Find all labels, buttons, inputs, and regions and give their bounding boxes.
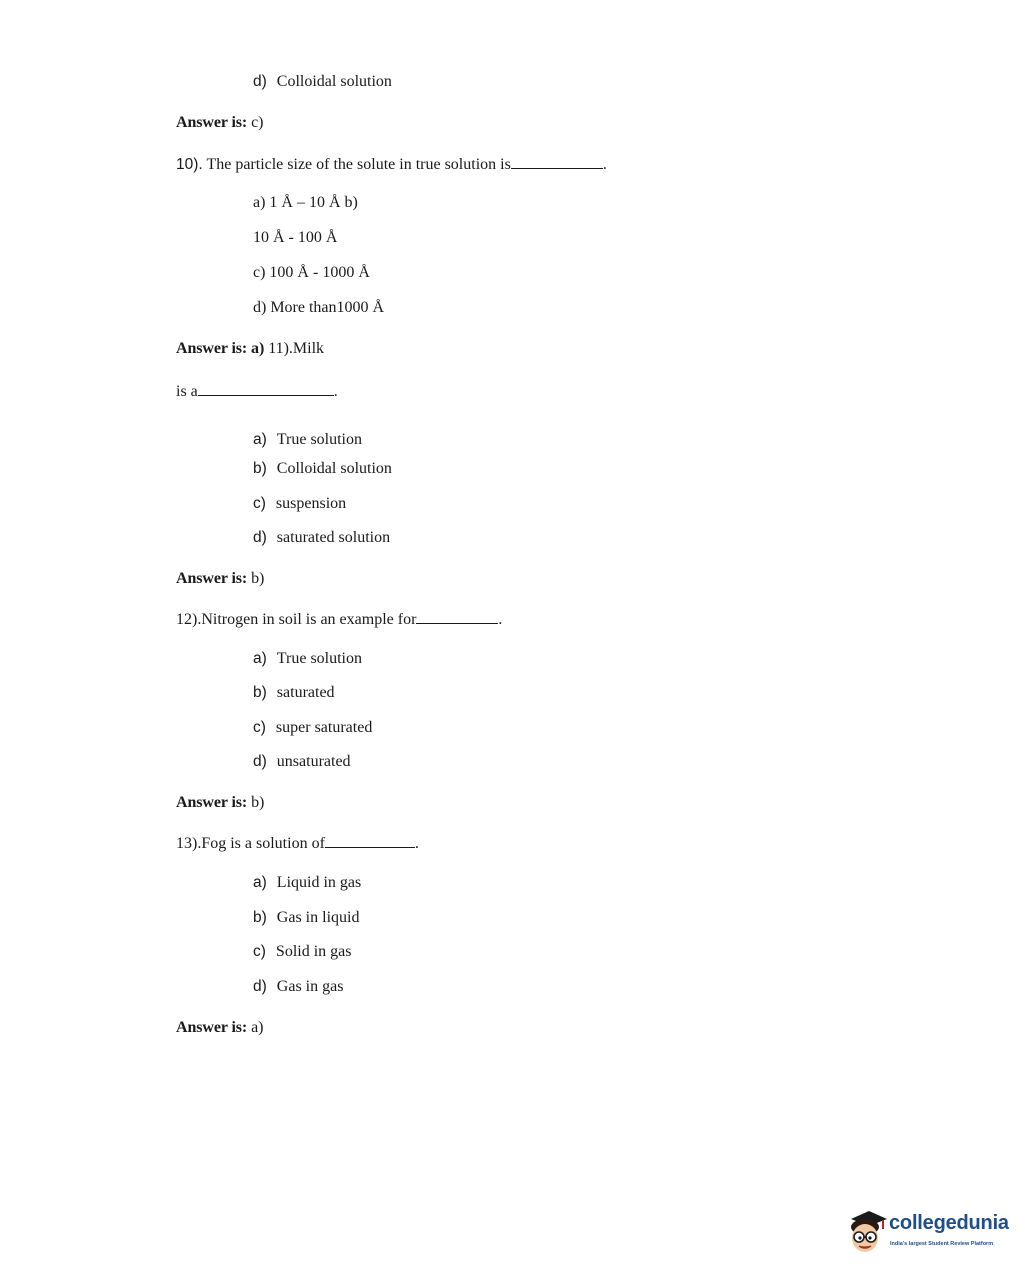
q12-option-b	[253, 683, 335, 703]
q12-option-d	[253, 752, 351, 772]
option-text: True solution	[276, 431, 362, 448]
q11-option-b	[253, 459, 392, 479]
q12-question: 12).Nitrogen in soil is an example for .	[176, 611, 503, 628]
next-question-start: 11).Milk	[268, 340, 325, 357]
q12-option-a	[253, 649, 362, 669]
q11-option-a	[253, 430, 362, 450]
answer-label: Answer is:	[176, 1019, 248, 1036]
option-letter: c)	[253, 495, 266, 512]
question-text: is a	[176, 383, 198, 400]
option-letter: d)	[253, 73, 267, 90]
option-text: 10 Å - 100 Å	[253, 229, 338, 246]
answer-blank	[325, 833, 415, 848]
option-text: saturated solution	[276, 529, 391, 546]
answer-value: c)	[251, 114, 264, 131]
q11-option-d	[253, 528, 390, 548]
answer-blank	[416, 609, 498, 624]
q12-option-c	[253, 718, 372, 738]
q13-option-d	[253, 977, 343, 997]
q10-option-3	[253, 263, 370, 283]
collegedunia-logo[interactable]	[845, 1207, 1015, 1257]
answer-label: Answer is:	[176, 794, 248, 811]
option-text: Gas in liquid	[276, 909, 360, 926]
logo-wordmark: collegedunia	[889, 1212, 1009, 1234]
q13-question: 13).Fog is a solution of .	[176, 835, 419, 852]
q10-answer	[176, 339, 324, 359]
q10-question: 10). The particle size of the solute in true solution is .	[176, 156, 607, 173]
q12-answer	[176, 793, 264, 813]
option-text: suspension	[275, 495, 347, 512]
option-text: Gas in gas	[276, 978, 344, 995]
question-number: 10).	[176, 156, 203, 173]
option-text: Colloidal solution	[276, 73, 392, 90]
option-letter: b)	[253, 460, 267, 477]
q11-question: is a .	[176, 383, 338, 400]
option-letter: d)	[253, 753, 267, 770]
option-letter: c)	[253, 719, 266, 736]
logo-tagline: India's largest Student Review Platform	[890, 1241, 994, 1247]
option-text: a) 1 Å – 10 Å b)	[253, 194, 358, 211]
q10-option-4	[253, 298, 384, 318]
option-letter: a)	[253, 650, 267, 667]
question-text: 12).Nitrogen in soil is an example for	[176, 611, 417, 628]
option-text: unsaturated	[276, 753, 351, 770]
mascot-icon	[845, 1207, 889, 1257]
option-text: True solution	[276, 650, 362, 667]
answer-value: b)	[251, 570, 265, 587]
q11-answer	[176, 569, 264, 589]
option-letter: b)	[253, 684, 267, 701]
question-text: 13).Fog is a solution of	[176, 835, 325, 852]
q13-option-a	[253, 873, 361, 893]
option-text: c) 100 Å - 1000 Å	[253, 264, 370, 281]
answer-label: Answer is:	[176, 570, 248, 587]
option-letter: b)	[253, 909, 267, 926]
option-text: Colloidal solution	[276, 460, 392, 477]
answer-value: a)	[251, 1019, 264, 1036]
option-letter: c)	[253, 943, 266, 960]
option-text: Liquid in gas	[276, 874, 362, 891]
option-letter: d)	[253, 529, 267, 546]
answer-blank	[511, 154, 603, 169]
question-text: The particle size of the solute in true solution is	[206, 156, 511, 173]
answer-label: Answer is: a)	[176, 340, 265, 357]
q13-option-c	[253, 942, 351, 962]
q9-answer	[176, 113, 263, 133]
q13-option-b	[253, 908, 359, 928]
option-letter: d)	[253, 978, 267, 995]
option-text: Solid in gas	[275, 943, 352, 960]
q13-answer	[176, 1018, 263, 1038]
answer-value: b)	[251, 794, 265, 811]
q10-option-1	[253, 193, 358, 213]
option-letter: a)	[253, 431, 267, 448]
q9-option-d	[253, 72, 392, 92]
option-text: saturated	[276, 684, 335, 701]
option-text: super saturated	[275, 719, 373, 736]
answer-label: Answer is:	[176, 114, 248, 131]
option-text: d) More than1000 Å	[253, 299, 385, 316]
answer-blank	[198, 381, 334, 396]
q11-option-c	[253, 494, 346, 514]
option-letter: a)	[253, 874, 267, 891]
q10-option-2	[253, 228, 337, 248]
